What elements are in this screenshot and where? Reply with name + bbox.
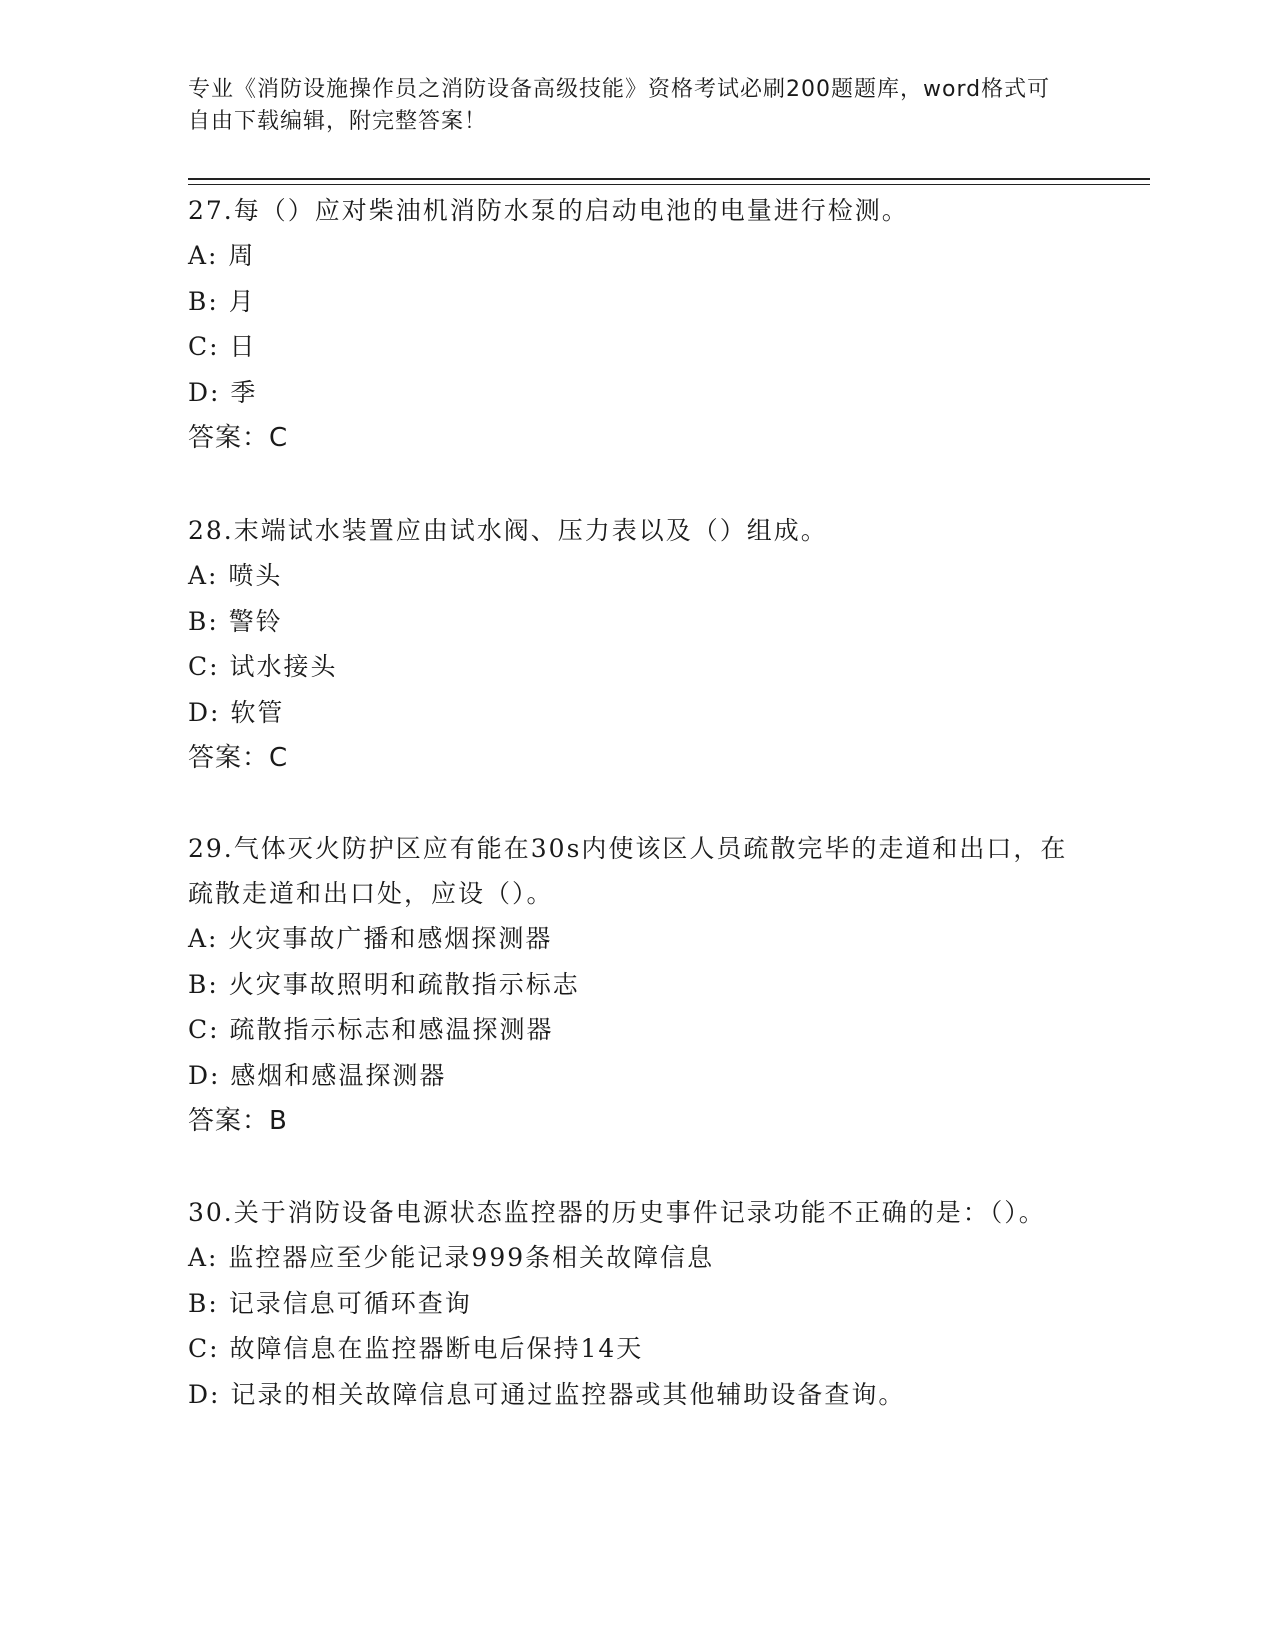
option-b: B: 火灾事故照明和疏散指示标志 [188, 969, 580, 999]
option-d: D: 感烟和感温探测器 [188, 1060, 447, 1090]
answer: 答案：C [188, 743, 289, 773]
option-d: D: 软管 [188, 697, 285, 727]
option-a: A: 周 [188, 241, 256, 270]
option-a: A: 监控器应至少能记录999条相关故障信息 [188, 1243, 715, 1272]
option-b: B: 记录信息可循环查询 [188, 1288, 472, 1318]
question-stem: 27.每（）应对柴油机消防水泵的启动电池的电量进行检测。 [188, 196, 909, 225]
question-30 [188, 1190, 1088, 1417]
question-stem: 29.气体灭火防护区应有能在30s内使该区人员疏散完毕的走道和出口，在疏散走道和出口处，应设（）。 [188, 834, 1068, 908]
header-rule-thin [188, 184, 1150, 185]
option-c: C: 疏散指示标志和感温探测器 [188, 1015, 554, 1044]
option-a: A: 火灾事故广播和感烟探测器 [188, 924, 553, 953]
answer: 答案：C [188, 423, 289, 453]
option-c: C: 故障信息在监控器断电后保持14天 [188, 1334, 644, 1363]
option-d: D: 季 [188, 377, 258, 407]
option-d: D: 记录的相关故障信息可通过监控器或其他辅助设备查询。 [188, 1379, 906, 1409]
question-stem: 30.关于消防设备电源状态监控器的历史事件记录功能不正确的是：（）。 [188, 1198, 1046, 1227]
option-c: C: 日 [188, 332, 257, 361]
option-a: A: 喷头 [188, 561, 283, 590]
answer: 答案：B [188, 1106, 288, 1136]
header-rule-thick [188, 178, 1150, 180]
question-29 [188, 826, 1088, 1144]
option-b: B: 警铃 [188, 606, 283, 636]
question-28 [188, 508, 1088, 781]
question-stem: 28.末端试水装置应由试水阀、压力表以及（）组成。 [188, 516, 828, 545]
document-header: 专业《消防设施操作员之消防设备高级技能》资格考试必刷200题题库，word格式可自由下载编辑，附完整答案！ [188, 77, 1051, 134]
question-27 [188, 188, 1088, 461]
option-b: B: 月 [188, 286, 256, 316]
option-c: C: 试水接头 [188, 652, 338, 681]
